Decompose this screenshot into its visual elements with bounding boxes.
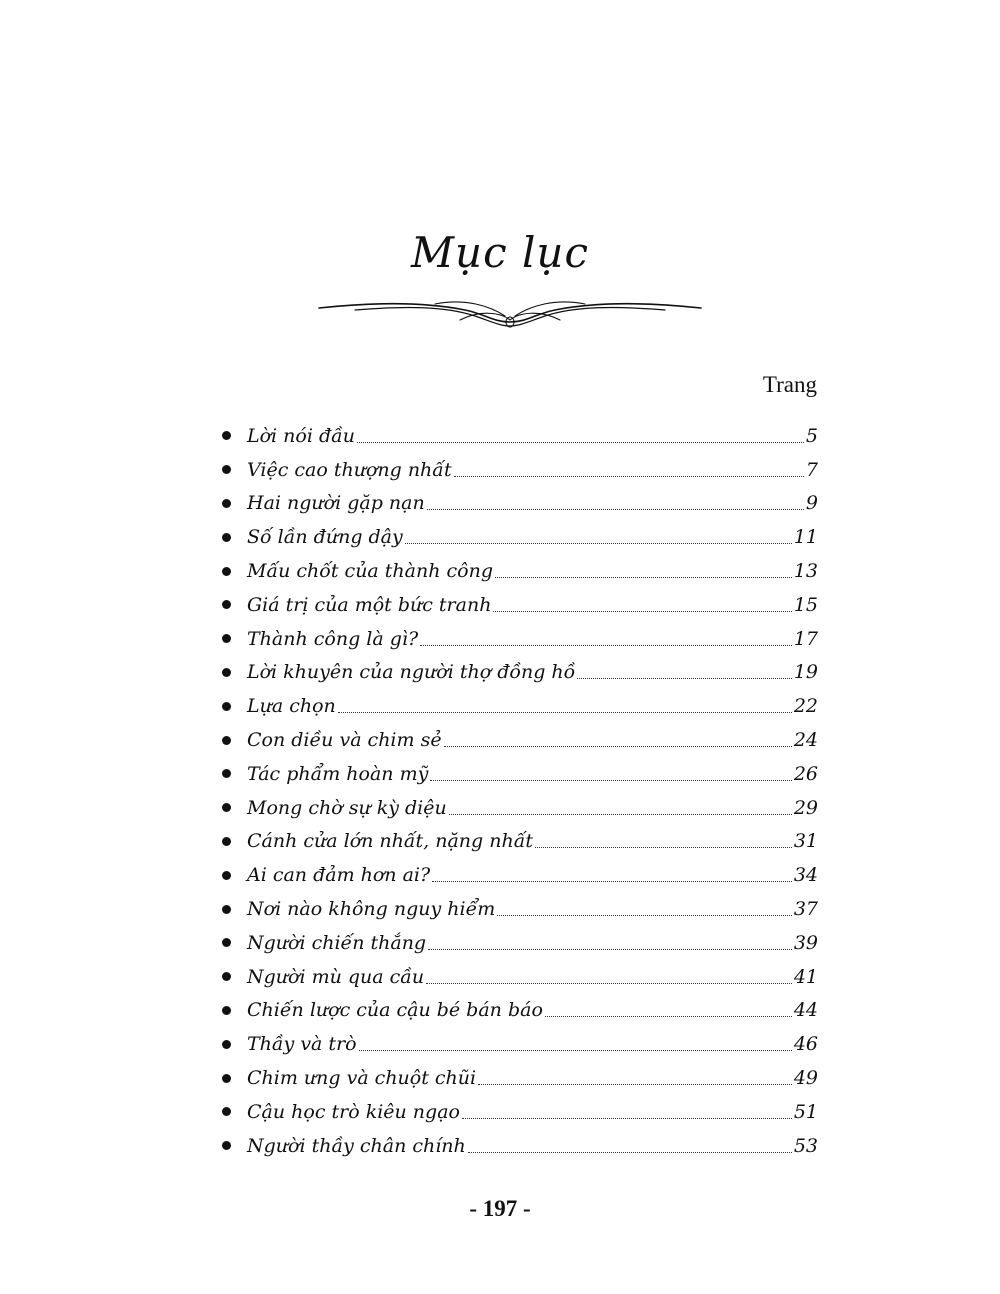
dot-leader <box>493 610 791 612</box>
toc-entry-title: Lời nói đầu <box>247 424 356 447</box>
dot-leader <box>545 1015 792 1017</box>
dot-leader <box>497 914 792 916</box>
toc-entry-title: Số lần đứng dậy <box>247 526 403 549</box>
toc-entry-title: Mong chờ sự kỳ diệu <box>247 796 447 819</box>
dot-leader <box>462 1117 792 1119</box>
toc-entry-page: 53 <box>793 1134 818 1157</box>
dot-leader <box>427 508 804 510</box>
toc-entry[interactable] <box>222 453 818 487</box>
toc-entry[interactable] <box>222 825 818 859</box>
bullet-icon <box>222 871 231 880</box>
bullet-icon <box>222 431 231 440</box>
bullet-icon <box>222 938 231 947</box>
toc-entry[interactable] <box>222 1095 818 1129</box>
toc-entry-title: Cánh cửa lớn nhất, nặng nhất <box>247 830 534 853</box>
dot-leader <box>454 475 804 477</box>
toc-entry-page: 46 <box>793 1033 818 1056</box>
dot-leader <box>468 1151 792 1153</box>
page-column-label: Trang <box>762 372 817 397</box>
toc-entry[interactable] <box>222 892 818 926</box>
toc-entry[interactable] <box>222 791 818 825</box>
toc-entry-title: Việc cao thượng nhất <box>247 458 452 481</box>
toc-entry-page: 51 <box>793 1100 818 1123</box>
dot-leader <box>444 745 792 747</box>
toc-entry-title: Nơi nào không nguy hiểm <box>247 898 496 921</box>
bullet-icon <box>222 1107 231 1116</box>
toc-entry[interactable] <box>222 588 818 622</box>
toc-entry-title: Cậu học trò kiêu ngạo <box>247 1100 460 1123</box>
dot-leader <box>449 813 792 815</box>
toc-entry-page: 29 <box>793 796 818 819</box>
toc-entry-title: Người chiến thắng <box>247 931 427 954</box>
toc-entry-page: 19 <box>793 661 818 684</box>
bullet-icon <box>222 668 231 677</box>
toc-entry-title: Ai can đảm hơn ai? <box>247 864 431 887</box>
dot-leader <box>432 880 792 882</box>
dot-leader <box>338 711 792 713</box>
toc-entry-page: 34 <box>793 864 818 887</box>
bullet-icon <box>222 1074 231 1083</box>
bullet-icon <box>222 803 231 812</box>
toc-entry[interactable] <box>222 689 818 723</box>
bullet-icon <box>222 1006 231 1015</box>
toc-entry[interactable] <box>222 1027 818 1061</box>
toc-entry-title: Giá trị của một bức tranh <box>247 593 492 616</box>
dot-leader <box>577 677 792 679</box>
dot-leader <box>357 441 804 443</box>
dot-leader <box>420 644 792 646</box>
toc-entry[interactable] <box>222 487 818 521</box>
bullet-icon <box>222 1040 231 1049</box>
toc-entry[interactable] <box>222 723 818 757</box>
toc-entry-page: 22 <box>793 695 818 718</box>
toc-entry-title: Tác phẩm hoàn mỹ <box>247 762 429 785</box>
page-number: - 197 - <box>469 1196 531 1221</box>
bullet-icon <box>222 465 231 474</box>
toc-entry-page: 15 <box>793 593 818 616</box>
toc-entry-title: Thành công là gì? <box>247 627 419 650</box>
toc-entry-page: 39 <box>793 931 818 954</box>
table-of-contents <box>222 419 818 1163</box>
toc-entry-title: Hai người gặp nạn <box>247 492 425 515</box>
toc-entry[interactable] <box>222 554 818 588</box>
toc-entry-page: 31 <box>793 830 818 853</box>
toc-entry-page: 24 <box>793 729 818 752</box>
bullet-icon <box>222 837 231 846</box>
toc-entry-title: Chiến lược của cậu bé bán báo <box>247 999 543 1022</box>
toc-entry[interactable] <box>222 926 818 960</box>
bullet-icon <box>222 905 231 914</box>
toc-entry[interactable] <box>222 419 818 453</box>
bullet-icon <box>222 634 231 643</box>
toc-entry-title: Người mù qua cầu <box>247 965 425 988</box>
bullet-icon <box>222 567 231 576</box>
dot-leader <box>495 576 792 578</box>
toc-entry-title: Người thầy chân chính <box>247 1134 466 1157</box>
toc-entry-title: Thầy và trò <box>247 1033 357 1056</box>
toc-entry-page: 9 <box>805 492 818 515</box>
toc-entry[interactable] <box>222 1129 818 1163</box>
bullet-icon <box>222 736 231 745</box>
toc-entry[interactable] <box>222 994 818 1028</box>
toc-entry[interactable] <box>222 1061 818 1095</box>
bullet-icon <box>222 702 231 711</box>
toc-entry-page: 44 <box>793 999 818 1022</box>
toc-entry-page: 17 <box>793 627 818 650</box>
toc-entry-page: 49 <box>793 1067 818 1090</box>
dot-leader <box>359 1049 792 1051</box>
toc-entry-title: Lựa chọn <box>247 695 336 718</box>
page-title: Mục lục <box>411 228 589 277</box>
toc-entry-title: Chim ưng và chuột chũi <box>247 1067 477 1090</box>
bullet-icon <box>222 972 231 981</box>
toc-entry-title: Con diều và chim sẻ <box>247 729 442 752</box>
toc-entry[interactable] <box>222 622 818 656</box>
toc-entry-title: Mấu chốt của thành công <box>247 560 493 583</box>
toc-entry[interactable] <box>222 757 818 791</box>
dot-leader <box>535 846 792 848</box>
toc-entry[interactable] <box>222 656 818 690</box>
toc-entry-page: 13 <box>793 560 818 583</box>
toc-entry-page: 26 <box>793 762 818 785</box>
toc-entry[interactable] <box>222 520 818 554</box>
dot-leader <box>430 779 791 781</box>
dot-leader <box>428 948 792 950</box>
toc-entry[interactable] <box>222 960 818 994</box>
toc-entry[interactable] <box>222 858 818 892</box>
bullet-icon <box>222 499 231 508</box>
dot-leader <box>478 1083 792 1085</box>
dot-leader <box>405 542 792 544</box>
toc-entry-title: Lời khuyên của người thợ đồng hồ <box>247 661 576 684</box>
bullet-icon <box>222 533 231 542</box>
toc-entry-page: 41 <box>793 965 818 988</box>
toc-entry-page: 37 <box>793 898 818 921</box>
flourish-ornament <box>315 296 705 330</box>
toc-entry-page: 7 <box>805 458 818 481</box>
toc-entry-page: 11 <box>793 526 818 549</box>
dot-leader <box>426 982 792 984</box>
bullet-icon <box>222 769 231 778</box>
bullet-icon <box>222 600 231 609</box>
bullet-icon <box>222 1141 231 1150</box>
toc-entry-page: 5 <box>805 424 818 447</box>
